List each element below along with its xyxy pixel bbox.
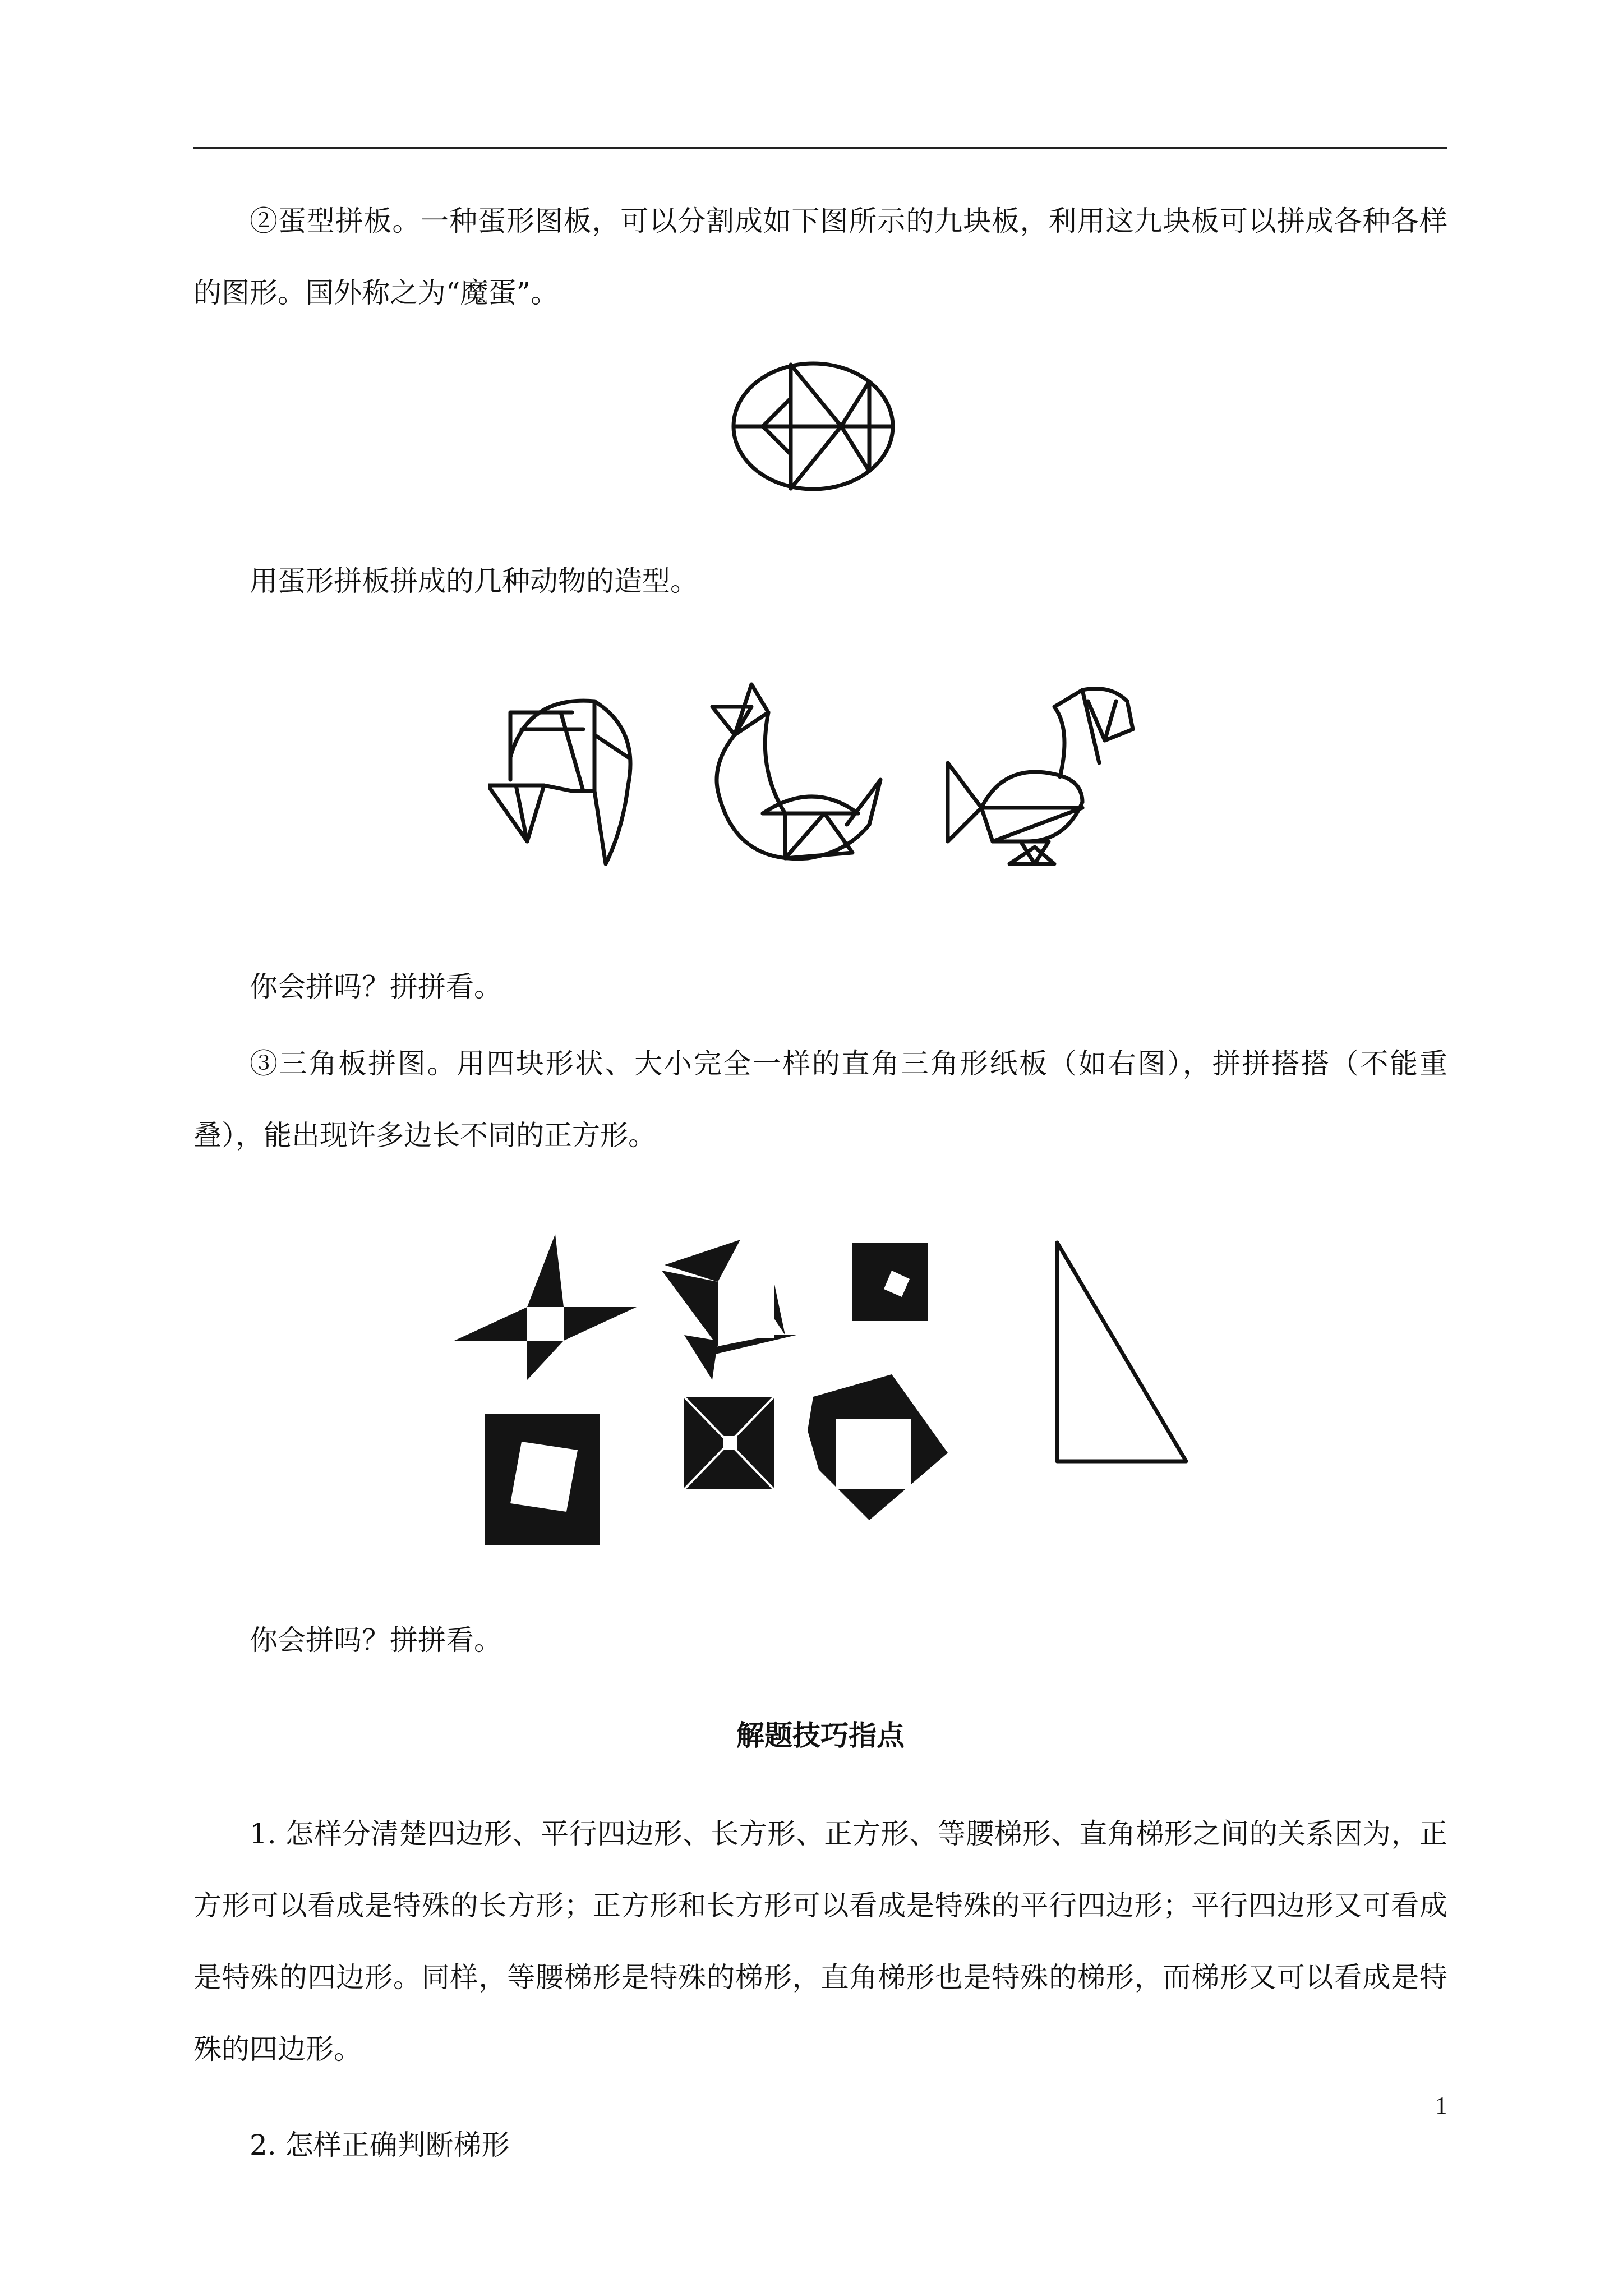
paragraph-try-1: 你会拼吗？拼拼看。 bbox=[250, 970, 502, 1003]
animal-duck-shape bbox=[712, 684, 880, 859]
egg-animals-figure bbox=[488, 679, 1166, 869]
animal-bird-shape bbox=[488, 701, 630, 864]
paragraph-quadrilateral-tip: 1. 怎样分清楚四边形、平行四边形、长方形、正方形、等腰梯形、直角梯形之间的关系因为，正方形可以看成是特殊的长方形；正方形和长方形可以看成是特殊的平行四边形；平行四边形又可看成是特殊的四边形。同样，等腰梯形是特殊的梯形，直角梯形也是特殊的梯形，而梯形又可以看成是特殊的四边形。 bbox=[193, 1818, 1447, 2065]
triangle-squares-figure bbox=[449, 1228, 1195, 1554]
header-rule bbox=[193, 147, 1447, 149]
section-heading: 解题技巧指点 bbox=[736, 1719, 905, 1752]
pinwheel-star-shape bbox=[454, 1234, 637, 1380]
small-square-hole-shape bbox=[852, 1243, 928, 1321]
pinwheel-square-shape bbox=[662, 1240, 796, 1380]
right-triangle-shape bbox=[1057, 1243, 1186, 1461]
pinwheel-small-shape bbox=[684, 1397, 774, 1489]
large-square-hole-shape bbox=[485, 1414, 600, 1545]
paragraph-egg-puzzle: ②蛋型拼板。一种蛋形图板，可以分割成如下图所示的九块板，利用这九块板可以拼成各种各样的图形。国外称之为“魔蛋”。 bbox=[193, 205, 1447, 309]
rotated-square-hole-shape bbox=[808, 1374, 948, 1520]
egg-puzzle-figure bbox=[729, 359, 897, 494]
paragraph-try-2: 你会拼吗？拼拼看。 bbox=[250, 1624, 502, 1657]
paragraph-trapezoid-tip: 2. 怎样正确判断梯形 bbox=[250, 2129, 510, 2161]
paragraph-animal-shapes: 用蛋形拼板拼成的几种动物的造型。 bbox=[250, 565, 698, 597]
page-number: 1 bbox=[1435, 2092, 1447, 2119]
paragraph-triangle-puzzle: ③三角板拼图。用四块形状、大小完全一样的直角三角形纸板（如右图），拼拼搭搭（不能重叠），能出现许多边长不同的正方形。 bbox=[193, 1047, 1447, 1152]
animal-goose-shape bbox=[948, 689, 1133, 864]
